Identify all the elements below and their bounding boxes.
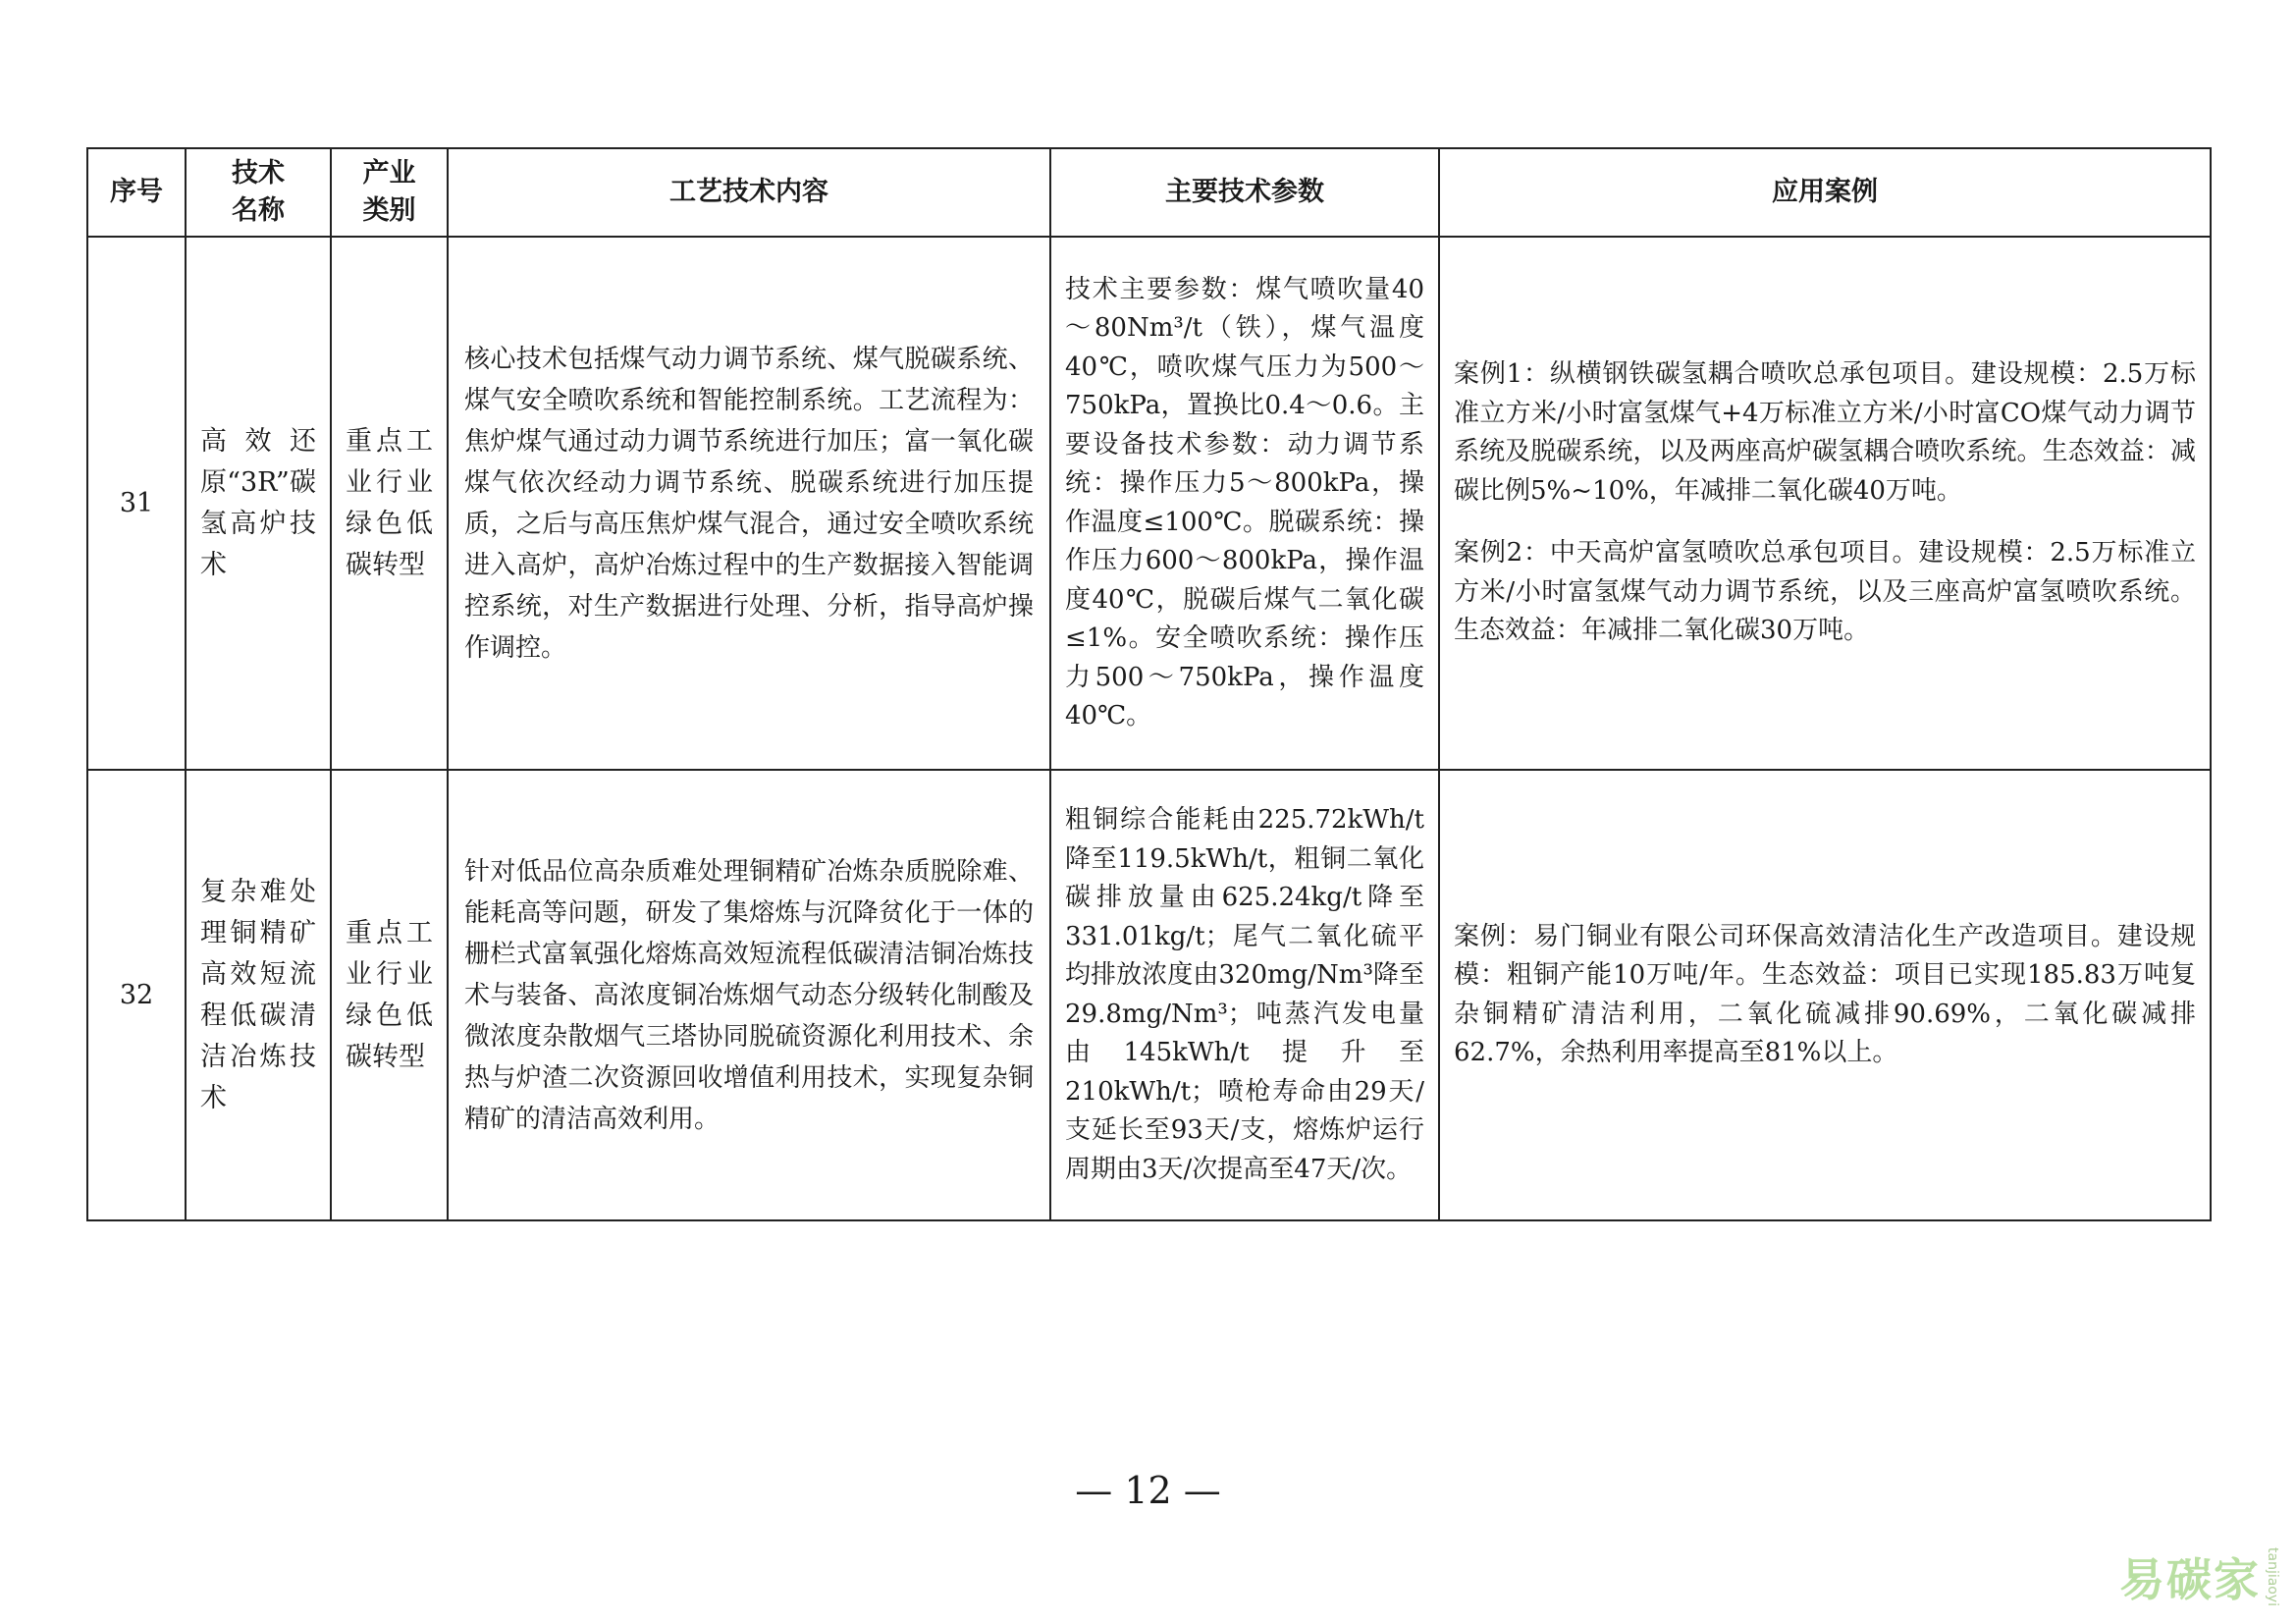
row-main-parameters: 粗铜综合能耗由225.72kWh/t降至119.5kWh/t，粗铜二氧化碳排放量由625.24kg/t降至331.01kg/t；尾气二氧化硫平均排放浓度由320mg/Nm³降至29.8mg/Nm³；吨蒸汽发电量由145kWh/t提升至210kWh/t；喷枪寿命由29天/支延长至93天/支，熔炼炉运行周期由3天/次提高至47天/次。 [1050,770,1439,1220]
case-paragraph: 案例：易门铜业有限公司环保高效清洁化生产改造项目。建设规模：粗铜产能10万吨/年。生态效益：项目已实现185.83万吨复杂铜精矿清洁利用，二氧化硫减排90.69%，二氧化碳减排62.7%，余热利用率提高至81%以上。 [1454,921,2196,1067]
row-tech-name: 高效还原“3R”碳氢高炉技术 [186,237,331,770]
row-main-parameters: 技术主要参数：煤气喷吹量40～80Nm³/t（铁），煤气温度40℃，喷吹煤气压力为500～750kPa，置换比0.4～0.6。主要设备技术参数：动力调节系统：操作压力5～800kPa，操作温度≤100℃。脱碳系统：操作压力600～800kPa，操作温度40℃，脱碳后煤气二氧化碳≤1%。安全喷吹系统：操作压力500～750kPa，操作温度40℃。 [1050,237,1439,770]
header-process-content: 工艺技术内容 [448,148,1050,237]
row-application-cases [1439,237,2211,770]
row-industry-category: 重点工业行业绿色低碳转型 [331,770,448,1220]
header-main-parameters: 主要技术参数 [1050,148,1439,237]
table-row [87,770,2211,1220]
watermark-domain: tanjiaoyi [2265,1546,2280,1607]
header-tech-name: 技术名称 [186,148,331,237]
page-number: — 12 — [1075,1469,1221,1512]
header-industry-category: 产业类别 [331,148,448,237]
table-row [87,237,2211,770]
case-paragraph: 案例2：中天高炉富氢喷吹总承包项目。建设规模：2.5万标准立方米/小时富氢煤气动力调节系统，以及三座高炉富氢喷吹系统。生态效益：年减排二氧化碳30万吨。 [1454,538,2196,646]
row-tech-name: 复杂难处理铜精矿高效短流程低碳清洁冶炼技术 [186,770,331,1220]
row-industry-category: 重点工业行业绿色低碳转型 [331,237,448,770]
row-serial-no: 32 [87,770,186,1220]
row-process-content: 针对低品位高杂质难处理铜精矿冶炼杂质脱除难、能耗高等问题，研发了集熔炼与沉降贫化于一体的栅栏式富氧强化熔炼高效短流程低碳清洁铜冶炼技术与装备、高浓度铜冶炼烟气动态分级转化制酸及微浓度杂散烟气三塔协同脱硫资源化利用技术、余热与炉渣二次资源回收增值利用技术，实现复杂铜精矿的清洁高效利用。 [448,770,1050,1220]
header-serial-no: 序号 [87,148,186,237]
technology-table [86,147,2212,1221]
row-application-cases [1439,770,2211,1220]
header-application-cases: 应用案例 [1439,148,2211,237]
row-process-content: 核心技术包括煤气动力调节系统、煤气脱碳系统、煤气安全喷吹系统和智能控制系统。工艺流程为：焦炉煤气通过动力调节系统进行加压；富一氧化碳煤气依次经动力调节系统、脱碳系统进行加压提质，之后与高压焦炉煤气混合，通过安全喷吹系统进入高炉，高炉冶炼过程中的生产数据接入智能调控系统，对生产数据进行处理、分析，指导高炉操作调控。 [448,237,1050,770]
case-paragraph: 案例1：纵横钢铁碳氢耦合喷吹总承包项目。建设规模：2.5万标准立方米/小时富氢煤气+4万标准立方米/小时富CO煤气动力调节系统及脱碳系统，以及两座高炉碳氢耦合喷吹系统。生态效益：减碳比例5%~10%，年减排二氧化碳40万吨。 [1454,359,2196,506]
watermark-logo [2119,1544,2280,1609]
table-header-row [87,148,2211,237]
row-serial-no: 31 [87,237,186,770]
watermark-text: 易碳家 [2119,1553,2261,1606]
